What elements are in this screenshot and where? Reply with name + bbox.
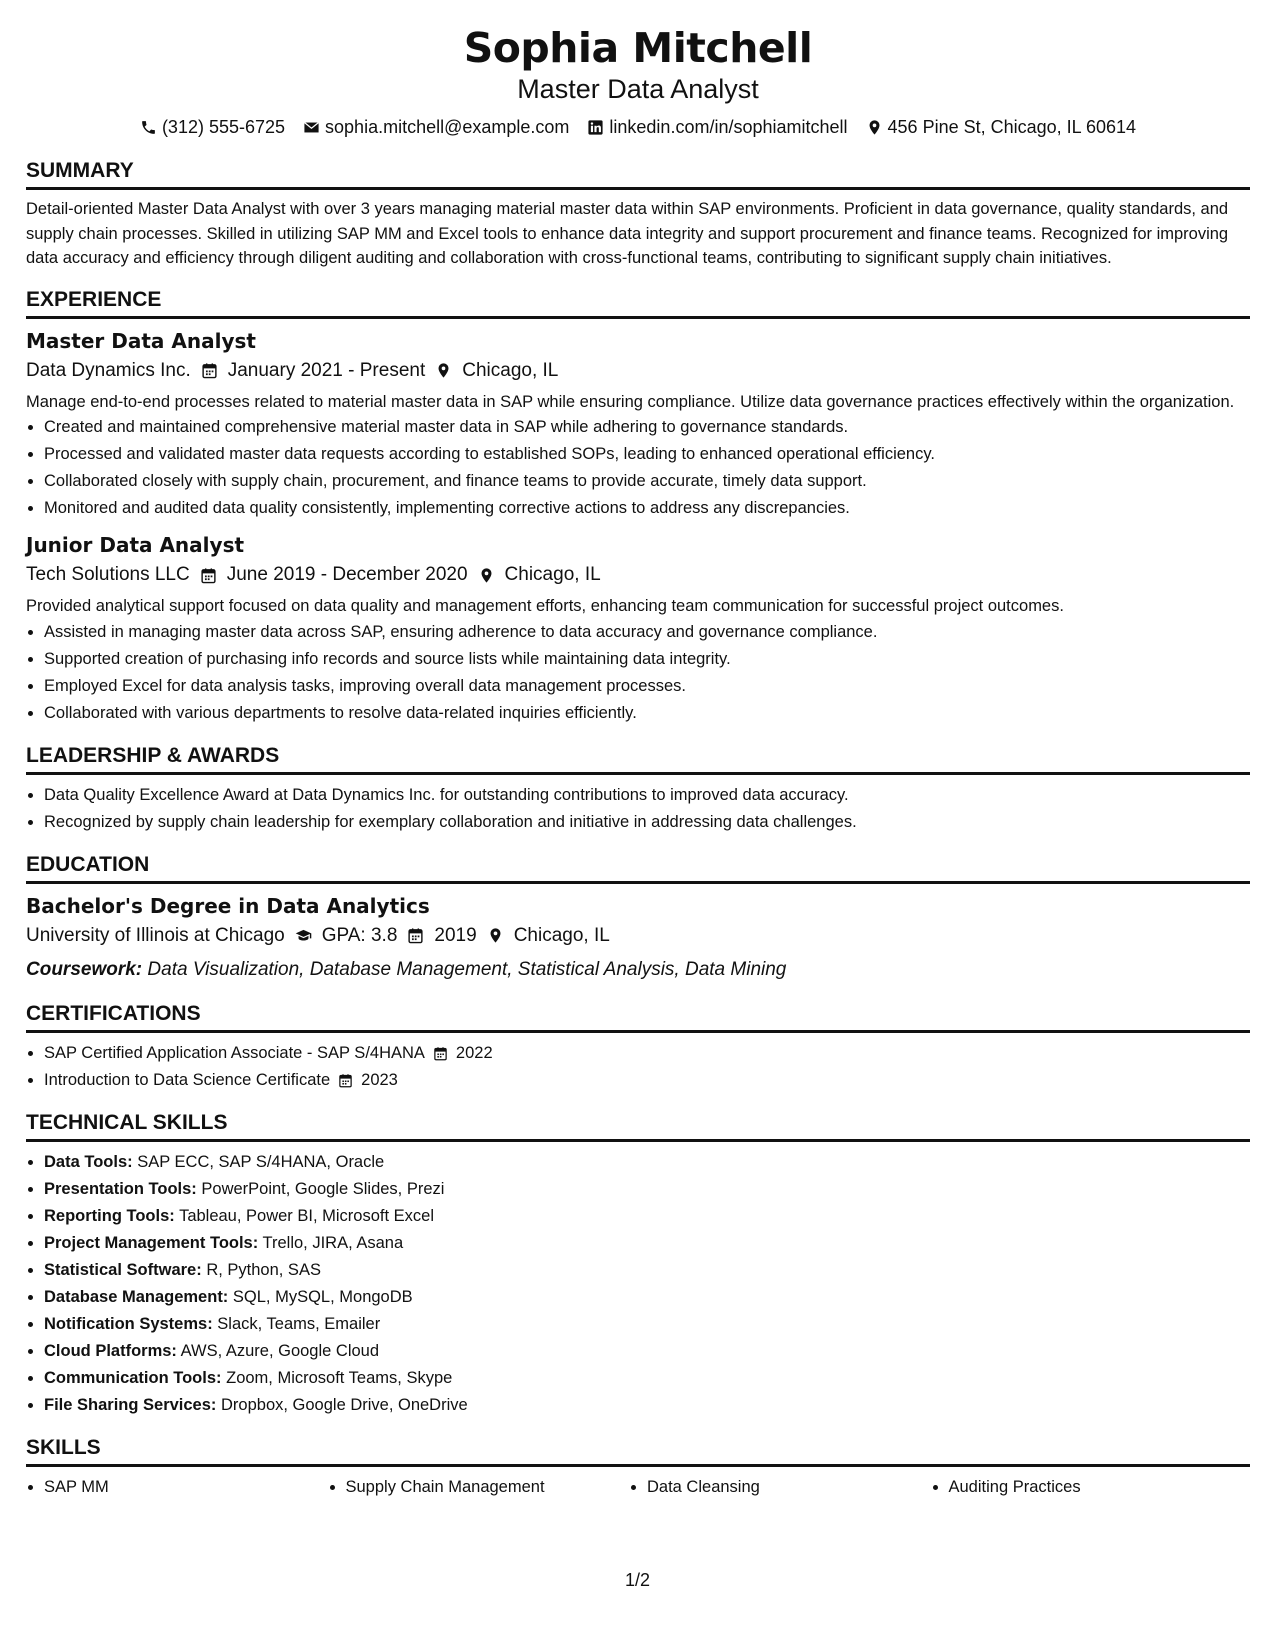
contact-row bbox=[26, 112, 1250, 142]
list-item bbox=[44, 1203, 1250, 1230]
page-number: 1/2 bbox=[624, 1570, 651, 1590]
section-heading: SUMMARY bbox=[26, 156, 1250, 190]
skill-category: Cloud Platforms: bbox=[44, 1341, 177, 1360]
job-bullets bbox=[26, 619, 1250, 727]
list-item: • Monitored and audited data quality consistently, implementing corrective actions to address any discrepancies. bbox=[44, 495, 1250, 522]
skill-values: PowerPoint, Google Slides, Prezi bbox=[201, 1179, 445, 1198]
list-item: • Employed Excel for data analysis tasks, improving overall data management processes. bbox=[44, 673, 1250, 700]
company-name: Data Dynamics Inc. bbox=[26, 359, 191, 381]
gpa-text: GPA: 3.8 bbox=[321, 924, 398, 946]
list-item bbox=[44, 1230, 1250, 1257]
skill-values: Dropbox, Google Drive, OneDrive bbox=[221, 1395, 468, 1414]
skill-values: Trello, JIRA, Asana bbox=[262, 1233, 404, 1252]
skills-section bbox=[26, 1433, 1250, 1501]
coursework bbox=[26, 955, 1250, 985]
leadership-list bbox=[26, 782, 1250, 836]
skill-category: Reporting Tools: bbox=[44, 1206, 175, 1225]
job-dates: January 2021 - Present bbox=[227, 359, 426, 381]
skill-category: Communication Tools: bbox=[44, 1368, 222, 1387]
coursework-label: Coursework: bbox=[26, 958, 143, 980]
job-location: Chicago, IL bbox=[504, 564, 601, 585]
job-title: Master Data Analyst bbox=[26, 328, 256, 353]
section-heading: LEADERSHIP & AWARDS bbox=[26, 741, 1250, 775]
skill-category: Statistical Software: bbox=[44, 1260, 202, 1279]
skill-category: File Sharing Services: bbox=[44, 1395, 217, 1414]
school-name: University of Illinois at Chicago bbox=[26, 924, 285, 946]
technical-skills-list bbox=[26, 1149, 1250, 1419]
list-item bbox=[44, 1311, 1250, 1338]
list-item bbox=[44, 1284, 1250, 1311]
graduation-year: 2019 bbox=[434, 924, 477, 946]
skill-values: Zoom, Microsoft Teams, Skype bbox=[226, 1368, 453, 1387]
job-location: Chicago, IL bbox=[462, 359, 559, 381]
list-item bbox=[44, 1149, 1250, 1176]
skill-values: R, Python, SAS bbox=[206, 1260, 321, 1279]
list-item: • Auditing Practices bbox=[949, 1474, 1251, 1501]
job-title: Junior Data Analyst bbox=[26, 533, 245, 557]
calendar-icon bbox=[407, 927, 424, 944]
list-item bbox=[44, 1040, 1250, 1067]
resume-header bbox=[26, 20, 1250, 142]
contact-linkedin[interactable] bbox=[587, 117, 847, 138]
list-item: • Recognized by supply chain leadership for exemplary collaboration and initiative in addressing data challenges. bbox=[44, 809, 1250, 836]
linkedin-icon bbox=[587, 119, 604, 136]
list-item bbox=[44, 1392, 1250, 1419]
job-description: Provided analytical support focused on data quality and management efforts, enhancing team communication for successful project outcomes. bbox=[26, 597, 1064, 615]
summary-section bbox=[26, 156, 1250, 271]
experience-section bbox=[26, 285, 1250, 727]
map-pin-icon bbox=[435, 362, 452, 379]
list-item bbox=[44, 1365, 1250, 1392]
calendar-icon bbox=[338, 1073, 353, 1088]
skill-category: Data Tools: bbox=[44, 1152, 133, 1171]
candidate-title: Master Data Analyst bbox=[517, 74, 759, 104]
list-item: • Data Quality Excellence Award at Data Dynamics Inc. for outstanding contributions to improved data accuracy. bbox=[44, 782, 1250, 809]
list-item: • SAP MM bbox=[44, 1474, 346, 1501]
graduation-cap-icon bbox=[295, 927, 312, 944]
section-heading: EXPERIENCE bbox=[26, 285, 1250, 319]
list-item: • Assisted in managing master data across SAP, ensuring adherence to data accuracy and governance compliance. bbox=[44, 619, 1250, 646]
job-bullets bbox=[26, 414, 1250, 522]
skill-values: SQL, MySQL, MongoDB bbox=[232, 1287, 413, 1306]
leadership-section bbox=[26, 741, 1250, 836]
job-description: Manage end-to-end processes related to material master data in SAP while ensuring compliance. Utilize data governance practices effectively within the organization. bbox=[26, 392, 1235, 411]
job-entry bbox=[26, 530, 1250, 727]
candidate-name: Sophia Mitchell bbox=[463, 24, 813, 72]
technical-skills-section bbox=[26, 1108, 1250, 1419]
list-item bbox=[44, 1067, 1250, 1094]
summary-text: Detail-oriented Master Data Analyst with over 3 years managing material master data within SAP environments. Proficient in data governance, quality standards, and supply chain processes. Skilled in utilizing SAP MM and Excel tools to enhance data integrity and support procurement and finance teams. Recognized for improving data accuracy and efficiency through diligent auditing and collaboration with cross-functional teams, contributing to significant supply chain initiatives. bbox=[26, 200, 1229, 267]
education-location: Chicago, IL bbox=[513, 924, 610, 946]
certification-year: 2023 bbox=[361, 1070, 398, 1089]
list-item: • Created and maintained comprehensive material master data in SAP while adhering to governance standards. bbox=[44, 414, 1250, 441]
skill-category: Database Management: bbox=[44, 1287, 229, 1306]
list-item: • Processed and validated master data requests according to established SOPs, leading to enhanced operational efficiency. bbox=[44, 441, 1250, 468]
contact-email[interactable] bbox=[303, 117, 569, 138]
calendar-icon bbox=[200, 567, 217, 584]
job-meta bbox=[26, 560, 1250, 590]
email-text[interactable]: sophia.mitchell@example.com bbox=[325, 116, 570, 137]
resume-content bbox=[26, 20, 1250, 1501]
job-dates: June 2019 - December 2020 bbox=[226, 564, 468, 585]
calendar-icon bbox=[201, 362, 218, 379]
skills-list bbox=[26, 1474, 1250, 1501]
skill-category: Project Management Tools: bbox=[44, 1233, 259, 1252]
list-item: • Collaborated with various departments to resolve data-related inquiries efficiently. bbox=[44, 700, 1250, 727]
certifications-list bbox=[26, 1040, 1250, 1094]
skill-category: Presentation Tools: bbox=[44, 1179, 197, 1198]
map-pin-icon bbox=[487, 927, 504, 944]
coursework-text: Data Visualization, Database Management, Statistical Analysis, Data Mining bbox=[147, 958, 787, 980]
education-meta bbox=[26, 921, 1250, 951]
education-section bbox=[26, 850, 1250, 985]
map-pin-icon bbox=[866, 119, 883, 136]
section-heading: TECHNICAL SKILLS bbox=[26, 1108, 1250, 1142]
list-item bbox=[44, 1257, 1250, 1284]
list-item: • Collaborated closely with supply chain, procurement, and finance teams to provide accurate, timely data support. bbox=[44, 468, 1250, 495]
company-name: Tech Solutions LLC bbox=[26, 564, 190, 585]
skill-values: Tableau, Power BI, Microsoft Excel bbox=[179, 1206, 434, 1225]
linkedin-text[interactable]: linkedin.com/in/sophiamitchell bbox=[609, 116, 848, 137]
skill-values: Slack, Teams, Emailer bbox=[217, 1314, 381, 1333]
list-item: • Data Cleansing bbox=[647, 1474, 949, 1501]
phone-text: (312) 555-6725 bbox=[161, 116, 286, 137]
contact-phone bbox=[140, 117, 285, 138]
contact-address bbox=[866, 117, 1137, 138]
degree-title: Bachelor's Degree in Data Analytics bbox=[26, 893, 430, 918]
list-item: • Supported creation of purchasing info records and source lists while maintaining data integrity. bbox=[44, 646, 1250, 673]
list-item bbox=[44, 1176, 1250, 1203]
calendar-icon bbox=[433, 1046, 448, 1061]
address-text: 456 Pine St, Chicago, IL 60614 bbox=[887, 116, 1137, 137]
phone-icon bbox=[140, 119, 157, 136]
job-meta bbox=[26, 356, 1250, 386]
skill-category: Notification Systems: bbox=[44, 1314, 213, 1333]
job-entry bbox=[26, 326, 1250, 523]
section-heading: SKILLS bbox=[26, 1433, 1250, 1467]
certification-name: • Introduction to Data Science Certificate bbox=[44, 1070, 331, 1089]
skill-values: SAP ECC, SAP S/4HANA, Oracle bbox=[137, 1152, 385, 1171]
section-heading: CERTIFICATIONS bbox=[26, 999, 1250, 1033]
list-item bbox=[44, 1338, 1250, 1365]
certification-year: 2022 bbox=[455, 1043, 493, 1062]
certification-name: • SAP Certified Application Associate - SAP S/4HANA bbox=[44, 1043, 425, 1062]
skill-values: AWS, Azure, Google Cloud bbox=[180, 1341, 380, 1360]
certifications-section bbox=[26, 999, 1250, 1094]
list-item: • Supply Chain Management bbox=[346, 1474, 648, 1501]
envelope-icon bbox=[303, 119, 320, 136]
section-heading: EDUCATION bbox=[26, 850, 1250, 884]
map-pin-icon bbox=[478, 567, 495, 584]
